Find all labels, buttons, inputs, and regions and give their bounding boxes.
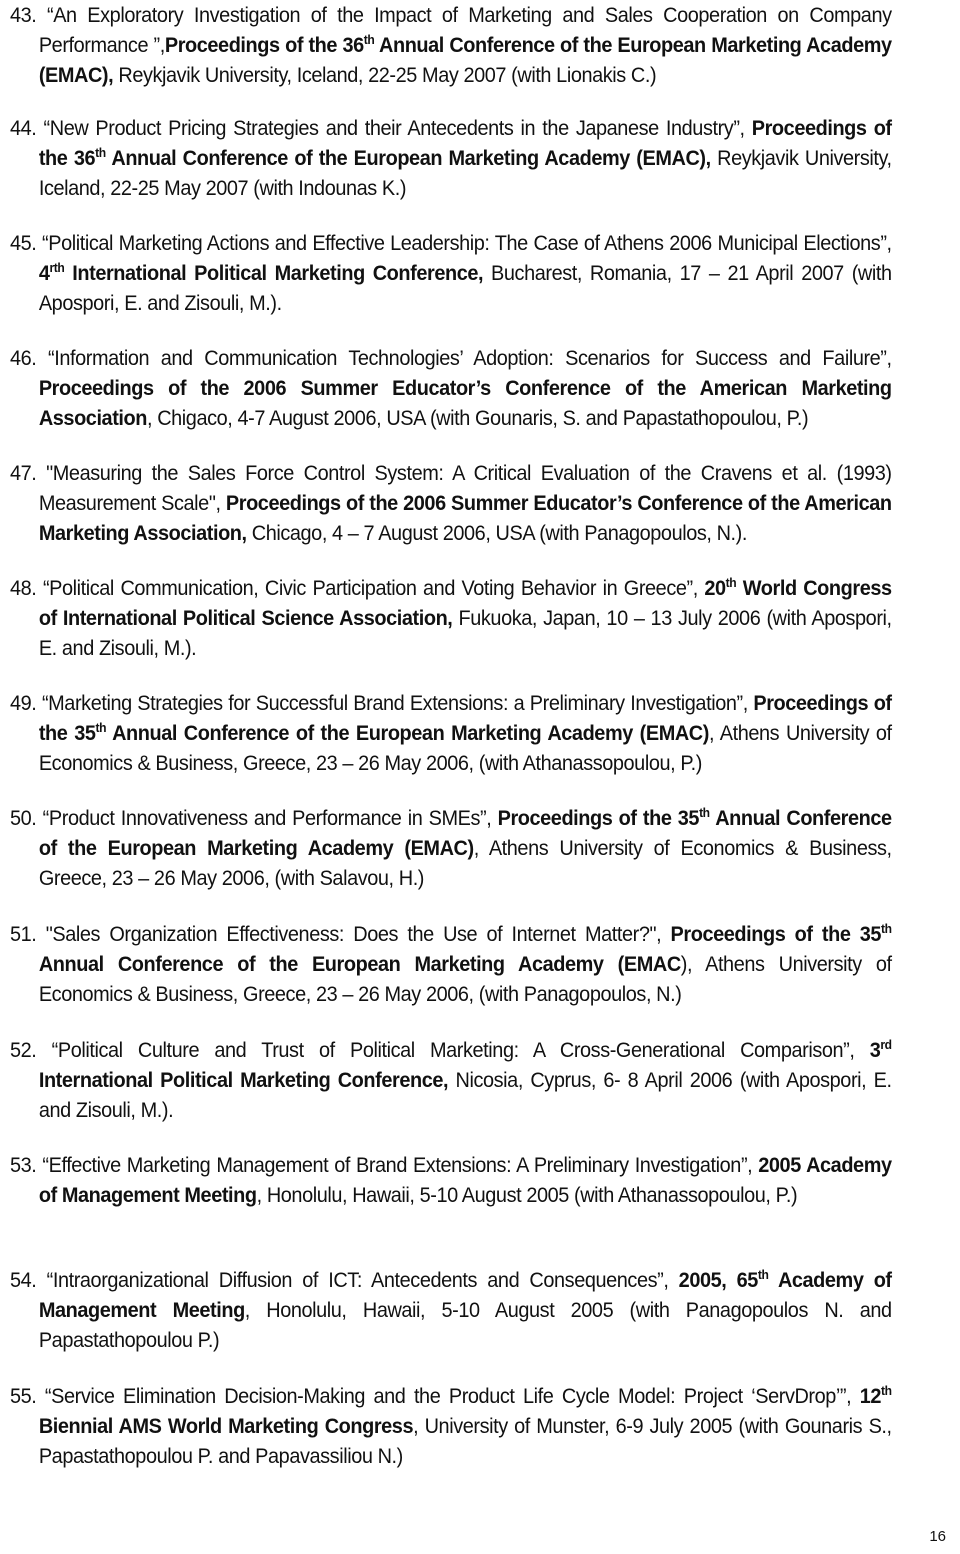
reference-entry [10, 919, 892, 1009]
citation-text: "Measuring the Sales Force Control System: A Critical Evaluation of the Cravens et al. (1993) Measurement Scale", [36, 461, 892, 515]
citation-text: , Athens University of Economics & Business, Greece, 23 – 26 May 2006, (with Athanassopoulou, P.) [38, 721, 892, 775]
citation-text: Fukuoka, Japan, 10 – 13 July 2006 (with Apospori, E. and Zisouli, M.). [38, 606, 892, 660]
venue-text: Proceedings of the 2006 Summer Educator’s Conference of the American Marketing Association [38, 376, 892, 430]
venue-text: Annual Conference of the European Marketing Academy (EMAC), [38, 33, 892, 87]
entry-text [10, 0, 892, 90]
superscript-ordinal: th [699, 805, 710, 820]
venue-text: 20 [704, 576, 726, 600]
entry-text [10, 1381, 892, 1471]
reference-entry [10, 343, 892, 433]
venue-text: Annual Conference of the European Marketing Academy (EMAC), [105, 146, 711, 170]
venue-text: Proceedings of the 36 [38, 116, 892, 170]
venue-text: Annual Conference of the European Marketing Academy (EMAC) [38, 806, 892, 860]
citation-text: “Intraorganizational Diffusion of ICT: Antecedents and Consequences”, [36, 1268, 679, 1292]
venue-text: International Political Marketing Conference, [38, 1068, 449, 1092]
citation-text: “Product Innovativeness and Performance in SMEs”, [36, 806, 498, 830]
citation-text: “Information and Communication Technologies’ Adoption: Scenarios for Success and Failure”, [36, 346, 892, 370]
venue-text: International Political Marketing Conference, [64, 261, 484, 285]
superscript-ordinal: rth [49, 260, 65, 275]
venue-text: 12 [859, 1384, 882, 1408]
entry-number: 48. [10, 576, 37, 600]
reference-entry [10, 1150, 892, 1210]
reference-entry [10, 688, 892, 778]
entry-number: 46. [10, 346, 37, 370]
entry-number: 54. [10, 1268, 37, 1292]
citation-text: “Political Culture and Trust of Political Marketing: A Cross-Generational Comparison”, [36, 1038, 870, 1062]
superscript-ordinal: rd [880, 1037, 892, 1052]
reference-entry [10, 803, 892, 893]
venue-text: World Congress of International Political Science Association, [38, 576, 892, 630]
venue-text: Proceedings of the 35 [497, 806, 700, 830]
citation-text: “An Exploratory Investigation of the Impact of Marketing and Sales Cooperation on Company Performance ”, [36, 3, 892, 57]
entry-text [10, 803, 892, 893]
citation-text: “Political Marketing Actions and Effective Leadership: The Case of Athens 2006 Municipal Elections”, [36, 231, 892, 255]
citation-text: Nicosia, Cyprus, 6- 8 April 2006 (with Apospori, E. and Zisouli, M.). [38, 1068, 892, 1122]
entry-text [10, 343, 892, 433]
entry-text [10, 573, 892, 663]
citation-text: , University of Munster, 6-9 July 2005 (with Gounaris S., Papastathopoulou P. and Papavassiliou N.) [38, 1414, 892, 1468]
page-number: 16 [929, 1528, 946, 1545]
citation-text: Reykjavik University, Iceland, 22-25 May 2007 (with Indounas K.) [38, 146, 892, 200]
citation-text: Reykjavik University, Iceland, 22-25 May 2007 (with Lionakis C.) [113, 63, 657, 87]
citation-text: , Honolulu, Hawaii, 5-10 August 2005 (with Panagopoulos N. and Papastathopoulou P.) [38, 1298, 892, 1352]
superscript-ordinal: th [757, 1267, 769, 1282]
venue-text: Annual Conference of the European Marketing Academy (EMAC) [106, 721, 709, 745]
venue-text: 3 [869, 1038, 881, 1062]
reference-entry [10, 573, 892, 663]
venue-text: Proceedings of the 35 [38, 691, 892, 745]
citation-text: "Sales Organization Effectiveness: Does the Use of Internet Matter?", [36, 922, 671, 946]
entry-text [10, 688, 892, 778]
citation-text: “Political Communication, Civic Participation and Voting Behavior in Greece”, [36, 576, 705, 600]
venue-text: Proceedings of the 35 [670, 922, 882, 946]
superscript-ordinal: th [881, 1383, 892, 1398]
superscript-ordinal: th [95, 145, 106, 160]
venue-text: Biennial AMS World Marketing Congress [38, 1414, 414, 1438]
citation-text: , Chigaco, 4-7 August 2006, USA (with Gounaris, S. and Papastathopoulou, P.) [146, 406, 809, 430]
reference-entry [10, 113, 892, 203]
entry-text [10, 228, 892, 318]
reference-entry [10, 1265, 892, 1355]
venue-text: Academy of Management Meeting [38, 1268, 892, 1322]
entry-number: 49. [10, 691, 37, 715]
entry-text [10, 1035, 892, 1125]
superscript-ordinal: th [363, 32, 375, 47]
entry-text [10, 1150, 892, 1210]
reference-entry [10, 458, 892, 548]
entry-text [10, 919, 892, 1009]
reference-entry [10, 228, 892, 318]
superscript-ordinal: th [95, 720, 107, 735]
venue-text: 2005, 65 [678, 1268, 758, 1292]
entry-number: 44. [10, 116, 37, 140]
entry-number: 43. [10, 3, 37, 27]
citation-text: ), Athens University of Economics & Business, Greece, 23 – 26 May 2006, (with Panagopoulos, N.) [38, 952, 892, 1006]
citation-text: Chicago, 4 – 7 August 2006, USA (with Panagopoulos, N.). [246, 521, 747, 545]
citation-text: , Athens University of Economics & Business, Greece, 23 – 26 May 2006, (with Salavou, H.) [38, 836, 892, 890]
venue-text: Annual Conference of the European Marketing Academy (EMAC [38, 952, 681, 976]
entry-number: 52. [10, 1038, 37, 1062]
venue-text: 4 [38, 261, 50, 285]
citation-text: , Honolulu, Hawaii, 5-10 August 2005 (with Athanassopoulou, P.) [256, 1183, 798, 1207]
entry-number: 50. [10, 806, 37, 830]
citation-text: “Effective Marketing Management of Brand Extensions: A Preliminary Investigation”, [36, 1153, 759, 1177]
venue-text: 2005 Academy of Management Meeting [38, 1153, 892, 1207]
reference-entry [10, 1035, 892, 1125]
entry-text [10, 113, 892, 203]
entry-number: 47. [10, 461, 37, 485]
entry-number: 55. [10, 1384, 37, 1408]
superscript-ordinal: th [725, 575, 737, 590]
citation-text: “Marketing Strategies for Successful Brand Extensions: a Preliminary Investigation”, [36, 691, 754, 715]
entry-number: 45. [10, 231, 37, 255]
entry-number: 51. [10, 922, 37, 946]
entry-text [10, 458, 892, 548]
reference-entry [10, 1381, 892, 1471]
reference-entry [10, 0, 892, 90]
superscript-ordinal: th [881, 921, 892, 936]
venue-text: Proceedings of the 2006 Summer Educator’s Conference of the American Marketing Association, [38, 491, 892, 545]
citation-text: “New Product Pricing Strategies and their Antecedents in the Japanese Industry”, [36, 116, 752, 140]
citation-text: “Service Elimination Decision-Making and the Product Life Cycle Model: Project ‘ServDrop’”, [36, 1384, 860, 1408]
venue-text: Proceedings of the 36 [164, 33, 364, 57]
entry-number: 53. [10, 1153, 37, 1177]
entry-text [10, 1265, 892, 1355]
citation-text: Bucharest, Romania, 17 – 21 April 2007 (with Apospori, E. and Zisouli, M.). [38, 261, 892, 315]
